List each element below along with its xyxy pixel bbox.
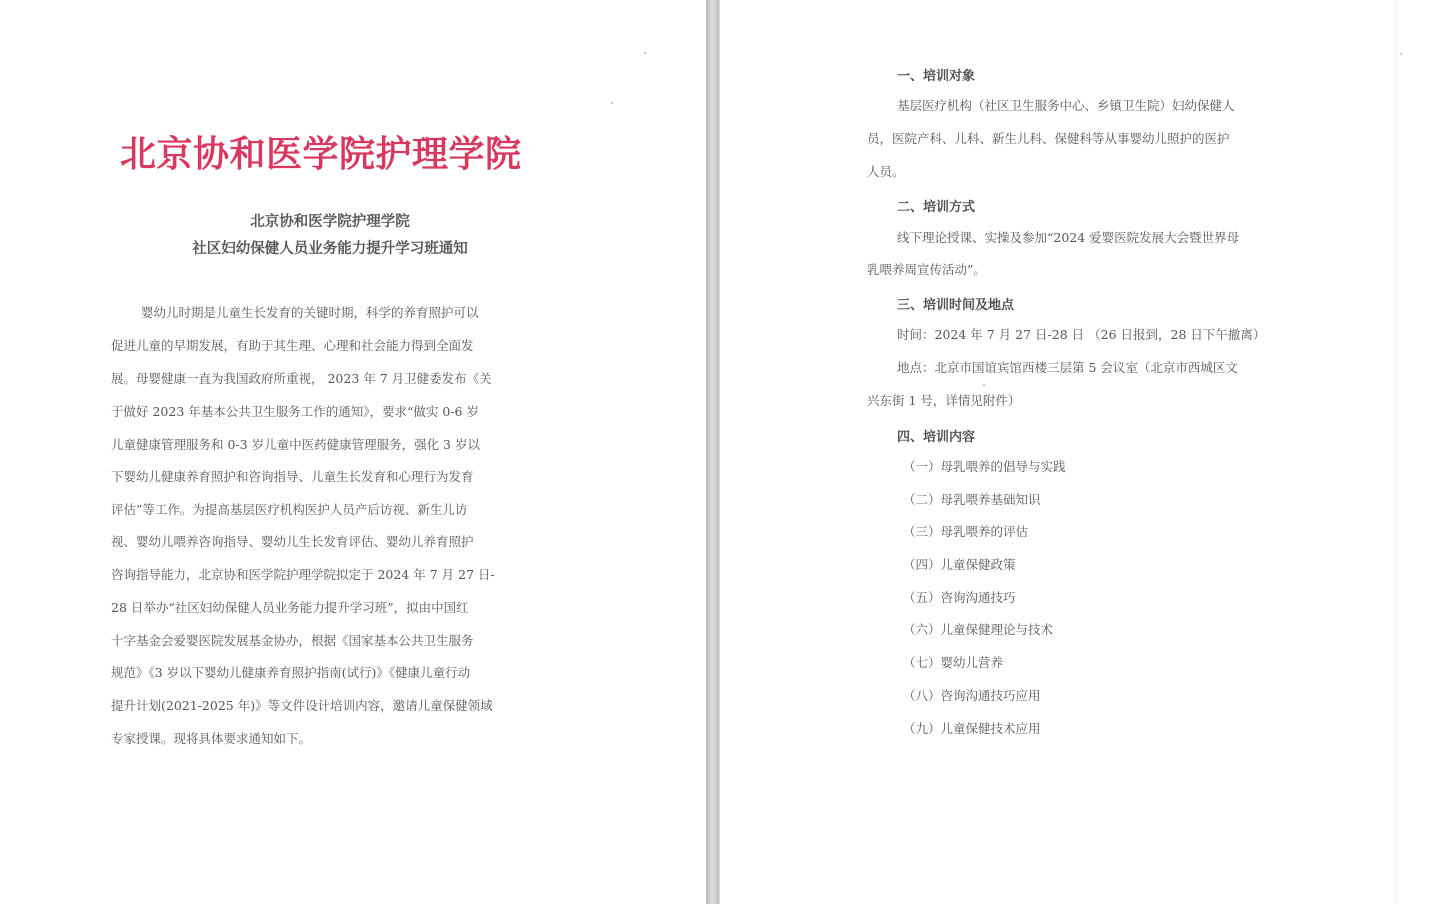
body-line: 展。母婴健康一直为我国政府所重视， 2023 年 7 月卫健委发布《关	[111, 371, 492, 386]
body-line: 专家授课。现将具体要求通知如下。	[111, 731, 312, 746]
body-line: 咨询指导能力，北京协和医学院护理学院拟定于 2024 年 7 月 27 日-	[111, 567, 495, 582]
content-list-item: （九）儿童保健技术应用	[903, 721, 1041, 736]
scan-speck	[611, 102, 613, 104]
section-heading-content: 四、培训内容	[897, 430, 976, 445]
content-list-item: （六）儿童保健理论与技术	[903, 622, 1054, 637]
section-heading-format: 二、培训方式	[897, 200, 976, 215]
section-line: 地点：北京市国谊宾馆西楼三层第 5 会议室（北京市西城区文	[897, 360, 1238, 375]
section-heading-trainees: 一、培训对象	[897, 69, 976, 84]
section-line: 线下理论授课、实操及参加“2024 爱婴医院发展大会暨世界母	[897, 230, 1240, 245]
scan-speck	[644, 52, 646, 54]
body-line: 十字基金会爱婴医院发展基金协办，根据《国家基本公共卫生服务	[111, 633, 474, 648]
scan-speck	[1400, 53, 1402, 55]
content-list-item: （二）母乳喂养基础知识	[903, 492, 1041, 507]
body-line: 儿童健康管理服务和 0-3 岁儿童中医药健康管理服务，强化 3 岁以	[111, 437, 480, 452]
body-line: 于做好 2023 年基本公共卫生服务工作的通知》，要求“做实 0-6 岁	[111, 404, 479, 419]
section-line: 员，医院产科、儿科、新生儿科、保健科等从事婴幼儿照护的医护	[867, 131, 1230, 146]
page-divider	[706, 0, 720, 904]
content-list-item: （五）咨询沟通技巧	[903, 590, 1016, 605]
notice-title-line-2: 社区妇幼保健人员业务能力提升学习班通知	[192, 240, 468, 257]
notice-title-line-1: 北京协和医学院护理学院	[250, 213, 410, 230]
content-list-item: （八）咨询沟通技巧应用	[903, 688, 1041, 703]
body-line: 评估”等工作。为提高基层医疗机构医护人员产后访视、新生儿访	[111, 502, 468, 517]
content-list-item: （七）婴幼儿营养	[903, 655, 1004, 670]
section-line: 时间：2024 年 7 月 27 日-28 日 （26 日报到，28 日下午撤离）	[897, 327, 1266, 342]
institution-masthead: 北京协和医学院护理学院	[120, 133, 522, 175]
body-line: 提升计划(2021-2025 年)》等文件设计培训内容，邀请儿童保健领域	[111, 698, 493, 713]
section-line: 兴东街 1 号，详情见附件）	[867, 393, 1021, 408]
body-line: 视、婴幼儿喂养咨询指导、婴幼儿生长发育评估、婴幼儿养育照护	[111, 534, 474, 549]
document-page-left	[0, 0, 706, 904]
content-list-item: （三）母乳喂养的评估	[903, 524, 1029, 539]
body-line: 28 日举办“社区妇幼保健人员业务能力提升学习班”，拟由中国红	[111, 600, 469, 615]
body-line: 规范》《3 岁以下婴幼儿健康养育照护指南(试行)》《健康儿童行动	[111, 665, 471, 680]
content-list-item: （四）儿童保健政策	[903, 557, 1016, 572]
page-edge	[1396, 0, 1397, 904]
section-line: 人员。	[867, 164, 905, 179]
section-line: 乳喂养周宣传活动”。	[867, 262, 986, 277]
content-list-item: （一）母乳喂养的倡导与实践	[903, 459, 1066, 474]
body-line: 促进儿童的早期发展，有助于其生理、心理和社会能力得到全面发	[111, 338, 474, 353]
body-line: 婴幼儿时期是儿童生长发育的关键时期，科学的养育照护可以	[141, 305, 479, 320]
section-heading-time-place: 三、培训时间及地点	[897, 298, 1015, 313]
body-line: 下婴幼儿健康养育照护和咨询指导、儿童生长发育和心理行为发育	[111, 469, 474, 484]
scan-speck	[983, 384, 985, 386]
section-line: 基层医疗机构（社区卫生服务中心、乡镇卫生院）妇幼保健人	[897, 98, 1235, 113]
